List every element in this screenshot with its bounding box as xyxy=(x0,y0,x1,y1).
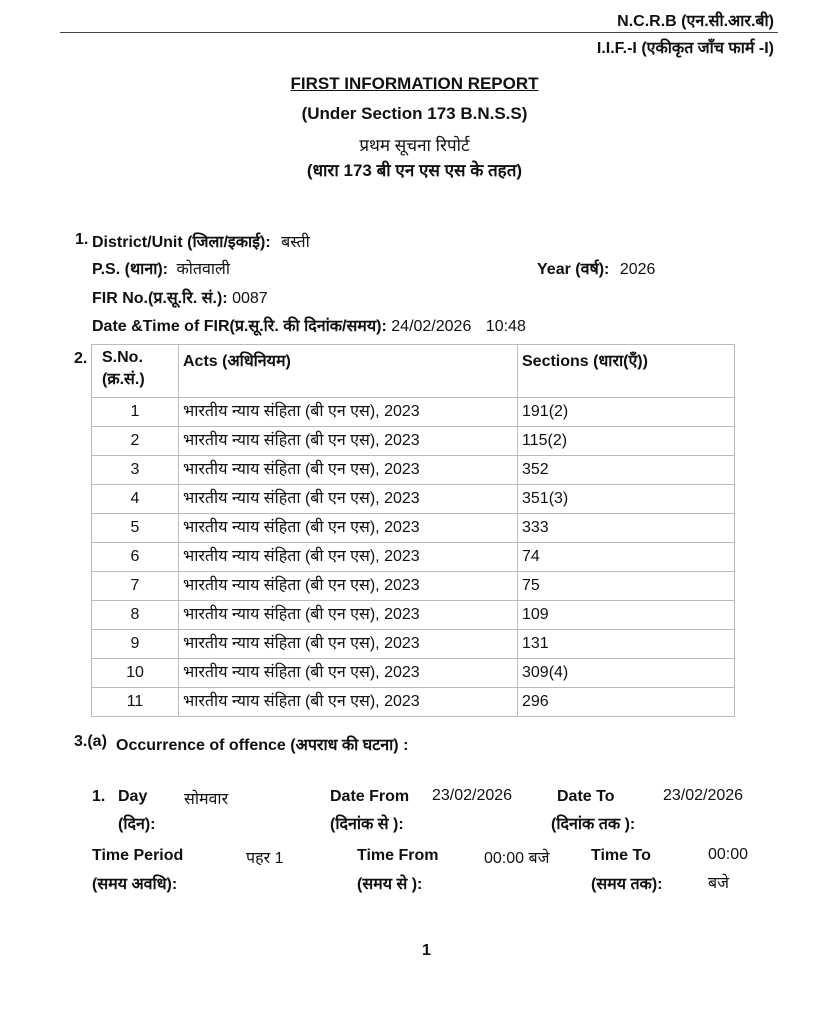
row-sno: 7 xyxy=(92,572,179,601)
page-number: 1 xyxy=(422,942,431,959)
fir-time-value: 10:48 xyxy=(485,318,526,335)
row-act: भारतीय न्याय संहिता (बी एन एस), 2023 xyxy=(179,398,518,427)
table-row xyxy=(92,630,735,659)
row-act: भारतीय न्याय संहिता (बी एन एस), 2023 xyxy=(179,601,518,630)
report-section-hi: (धारा 173 बी एन एस एस के तहत) xyxy=(306,161,523,180)
row-section: 296 xyxy=(518,688,735,717)
report-title-hindi: प्रथम सूचना रिपोर्ट xyxy=(359,136,470,155)
fir-label: FIR No.(प्र.सू.रि. सं.): xyxy=(92,290,228,307)
acts-table xyxy=(91,344,735,717)
fir-row xyxy=(92,286,268,308)
fir-datetime-row xyxy=(92,314,526,336)
occurrence-heading: Occurrence of offence (अपराध की घटना) : xyxy=(116,737,409,754)
table-row xyxy=(92,485,735,514)
row-section: 75 xyxy=(518,572,735,601)
ps-value: कोतवाली xyxy=(176,261,231,278)
occurrence-sub-number: 1. xyxy=(92,788,106,805)
row-act: भारतीय न्याय संहिता (बी एन एस), 2023 xyxy=(179,543,518,572)
district-value: बस्ती xyxy=(281,234,310,251)
time-to-label-en: Time To xyxy=(591,847,651,864)
date-from-label-en: Date From xyxy=(330,788,410,805)
time-from-label-hi: (समय से ): xyxy=(357,876,423,893)
row-act: भारतीय न्याय संहिता (बी एन एस), 2023 xyxy=(179,630,518,659)
year-value: 2026 xyxy=(619,261,656,278)
sno-header-en: S.No. xyxy=(102,349,143,366)
row-sno: 2 xyxy=(92,427,179,456)
row-sno: 5 xyxy=(92,514,179,543)
row-section: 115(2) xyxy=(518,427,735,456)
row-act: भारतीय न्याय संहिता (बी एन एस), 2023 xyxy=(179,456,518,485)
time-to-label-hi: (समय तक): xyxy=(591,876,663,893)
table-row xyxy=(92,427,735,456)
row-sno: 6 xyxy=(92,543,179,572)
row-act: भारतीय न्याय संहिता (बी एन एस), 2023 xyxy=(179,688,518,717)
row-section: 74 xyxy=(518,543,735,572)
sno-header xyxy=(92,345,179,398)
row-sno: 11 xyxy=(92,688,179,717)
date-from-value: 23/02/2026 xyxy=(432,787,513,804)
item2-number: 2. xyxy=(74,350,88,367)
table-row xyxy=(92,659,735,688)
fir-date-value: 24/02/2026 xyxy=(391,318,472,335)
date-to-label-hi: (दिनांक तक ): xyxy=(551,816,636,833)
table-row xyxy=(92,688,735,717)
day-label-en: Day xyxy=(118,788,148,805)
ps-row xyxy=(92,257,230,279)
row-sno: 1 xyxy=(92,398,179,427)
fir-value: 0087 xyxy=(232,290,268,307)
row-sno: 4 xyxy=(92,485,179,514)
item3-number: 3.(a) xyxy=(74,733,107,750)
acts-table-header xyxy=(92,345,735,398)
day-value: सोमवार xyxy=(184,791,229,808)
table-row xyxy=(92,398,735,427)
row-section: 191(2) xyxy=(518,398,735,427)
row-act: भारतीय न्याय संहिता (बी एन एस), 2023 xyxy=(179,485,518,514)
time-period-label-en: Time Period xyxy=(92,847,184,864)
table-row xyxy=(92,572,735,601)
time-from-label-en: Time From xyxy=(357,847,439,864)
date-to-label-en: Date To xyxy=(557,788,615,805)
table-row xyxy=(92,601,735,630)
ps-label: P.S. (थाना): xyxy=(92,261,168,278)
row-sno: 8 xyxy=(92,601,179,630)
time-period-value: पहर 1 xyxy=(246,850,284,867)
row-sno: 10 xyxy=(92,659,179,688)
ncrb-label: N.C.R.B (एन.सी.आर.बी) xyxy=(617,13,774,30)
header-divider xyxy=(60,32,778,33)
row-sno: 3 xyxy=(92,456,179,485)
report-title-block xyxy=(0,74,829,94)
row-act: भारतीय न्याय संहिता (बी एन एस), 2023 xyxy=(179,514,518,543)
row-section: 309(4) xyxy=(518,659,735,688)
fir-datetime-label: Date &Time of FIR(प्र.सू.रि. की दिनांक/समय): xyxy=(92,318,387,335)
row-section: 109 xyxy=(518,601,735,630)
day-label-hi: (दिन): xyxy=(118,816,156,833)
time-to-value: 00:00 xyxy=(708,846,749,863)
time-from-value: 00:00 बजे xyxy=(484,850,550,867)
sno-header-hi: (क्र.सं.) xyxy=(102,371,145,388)
row-section: 131 xyxy=(518,630,735,659)
table-row xyxy=(92,456,735,485)
time-period-label-hi: (समय अवधि): xyxy=(92,876,178,893)
sections-header: Sections (धारा(एँ)) xyxy=(518,345,735,398)
table-row xyxy=(92,543,735,572)
report-title: FIRST INFORMATION REPORT xyxy=(290,74,539,93)
district-label: District/Unit (जिला/इकाई): xyxy=(92,234,271,251)
acts-header: Acts (अधिनियम) xyxy=(179,345,518,398)
time-to-unit: बजे xyxy=(708,875,730,892)
row-section: 352 xyxy=(518,456,735,485)
date-from-label-hi: (दिनांक से ): xyxy=(330,816,404,833)
table-row xyxy=(92,514,735,543)
row-act: भारतीय न्याय संहिता (बी एन एस), 2023 xyxy=(179,659,518,688)
row-act: भारतीय न्याय संहिता (बी एन एस), 2023 xyxy=(179,427,518,456)
item1-number: 1. xyxy=(75,231,89,248)
iif-label: I.I.F.-I (एकीकृत जाँच फार्म -I) xyxy=(596,40,774,57)
year-row xyxy=(537,257,655,279)
row-act: भारतीय न्याय संहिता (बी एन एस), 2023 xyxy=(179,572,518,601)
row-sno: 9 xyxy=(92,630,179,659)
report-section-en: (Under Section 173 B.N.S.S) xyxy=(301,104,528,123)
date-to-value: 23/02/2026 xyxy=(663,787,744,804)
district-row xyxy=(92,230,310,252)
row-section: 351(3) xyxy=(518,485,735,514)
year-label: Year (वर्ष): xyxy=(537,261,610,278)
row-section: 333 xyxy=(518,514,735,543)
